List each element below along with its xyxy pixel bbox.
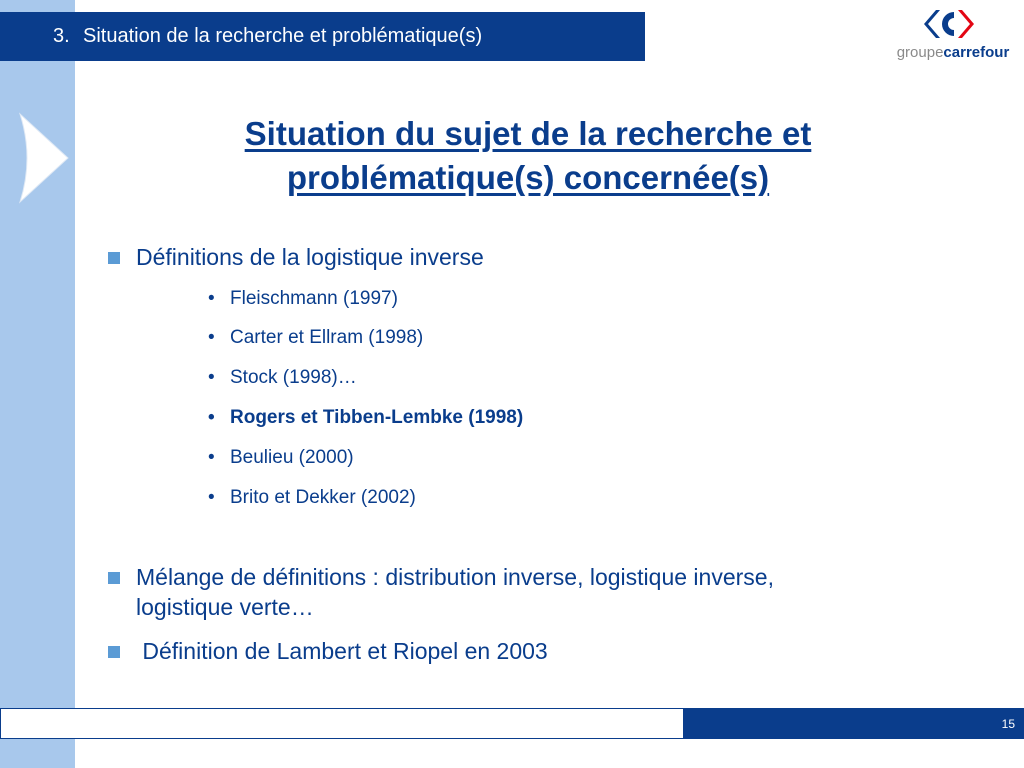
logo-text: groupecarrefour [896,44,1010,61]
footer-bar [684,708,1024,739]
sub-bullet-item-highlighted: • Rogers et Tibben-Lembke (1998) [208,407,524,428]
sub-bullet-item: • Brito et Dekker (2002) [208,487,416,508]
carrefour-logo [888,6,1018,66]
square-bullet-icon [108,646,120,658]
slide-title: Situation du sujet de la recherche et problématique(s) concernée(s) [244,115,812,196]
carrefour-logo-icon [888,6,1018,42]
section-title: Situation de la recherche et problématique(s) [83,25,483,47]
sub-bullet-item: • Stock (1998)… [208,367,357,388]
square-bullet-icon [108,572,120,584]
sub-bullet-item: • Fleischmann (1997) [208,288,398,309]
section-number: 3. [53,25,70,47]
footer-left-box [0,708,684,739]
section-header [0,12,645,61]
square-bullet-icon [108,252,120,264]
sub-bullet-item: • Beulieu (2000) [208,447,354,468]
page-number: 15 [1001,717,1015,731]
sub-bullet-item: • Carter et Ellram (1998) [208,327,424,348]
chevron-right-icon [18,110,70,206]
